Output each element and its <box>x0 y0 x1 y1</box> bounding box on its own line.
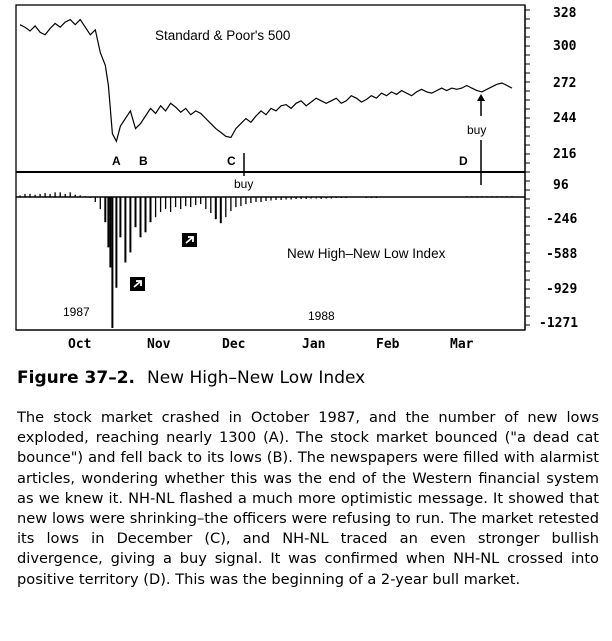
buy-arrowhead-d <box>477 94 485 101</box>
year-label-1987: 1987 <box>63 305 90 319</box>
figure-number: Figure 37–2. <box>17 368 135 388</box>
y-tick-300: 300 <box>553 39 577 54</box>
diagonal-arrow-icon <box>182 233 197 247</box>
x-tick-oct: Oct <box>68 337 92 352</box>
buy-label-c: buy <box>234 177 254 191</box>
sp500-title: Standard & Poor's 500 <box>155 28 291 43</box>
diagonal-arrow-icon <box>130 277 145 291</box>
annotation-b: B <box>139 154 148 168</box>
y-tick-96: 96 <box>553 178 569 193</box>
x-tick-nov: Nov <box>147 337 171 352</box>
annotation-a: A <box>112 154 121 168</box>
y-tick-neg1271: -1271 <box>539 316 579 331</box>
annotation-c: C <box>227 154 236 168</box>
nhnl-title: New High–New Low Index <box>287 246 446 261</box>
right-axis <box>525 5 578 331</box>
chart-frame <box>16 5 525 330</box>
body-paragraph: The stock market crashed in October 1987, and the number of new lows exploded, reaching nearly 1300 (A). The stock market bounced ("a dead cat bounce") and fell back to its lows (B). The newspapers were filled with alarmist articles, wondering whether this was the end of the Western financial system as we knew it. NH-NL flashed a much more optimistic message. It showed that new lows were shrinking–the officers were refusing to run. The market retested its lows in December (C), and NH-NL traced an even stronger bullish divergence, giving a buy signal. It was confirmed when NH-NL crossed into positive territory (D). This was the beginning of a 2-year bull market. <box>17 409 599 588</box>
y-tick-328: 328 <box>553 6 577 21</box>
x-tick-mar: Mar <box>450 337 474 352</box>
y-tick-neg246: -246 <box>546 212 578 227</box>
y-tick-272: 272 <box>553 76 577 91</box>
y-tick-neg588: -588 <box>546 247 578 262</box>
x-tick-jan: Jan <box>302 337 326 352</box>
y-tick-neg929: -929 <box>546 282 578 297</box>
x-tick-feb: Feb <box>376 337 400 352</box>
annotation-d: D <box>459 154 468 168</box>
x-axis <box>16 330 525 352</box>
y-tick-216: 216 <box>553 147 577 162</box>
x-tick-dec: Dec <box>222 337 246 352</box>
y-tick-244: 244 <box>553 111 577 126</box>
figure-title: New High–New Low Index <box>147 368 366 388</box>
buy-label-d: buy <box>467 123 487 137</box>
figure-caption <box>17 368 365 388</box>
year-label-1988: 1988 <box>308 309 335 323</box>
